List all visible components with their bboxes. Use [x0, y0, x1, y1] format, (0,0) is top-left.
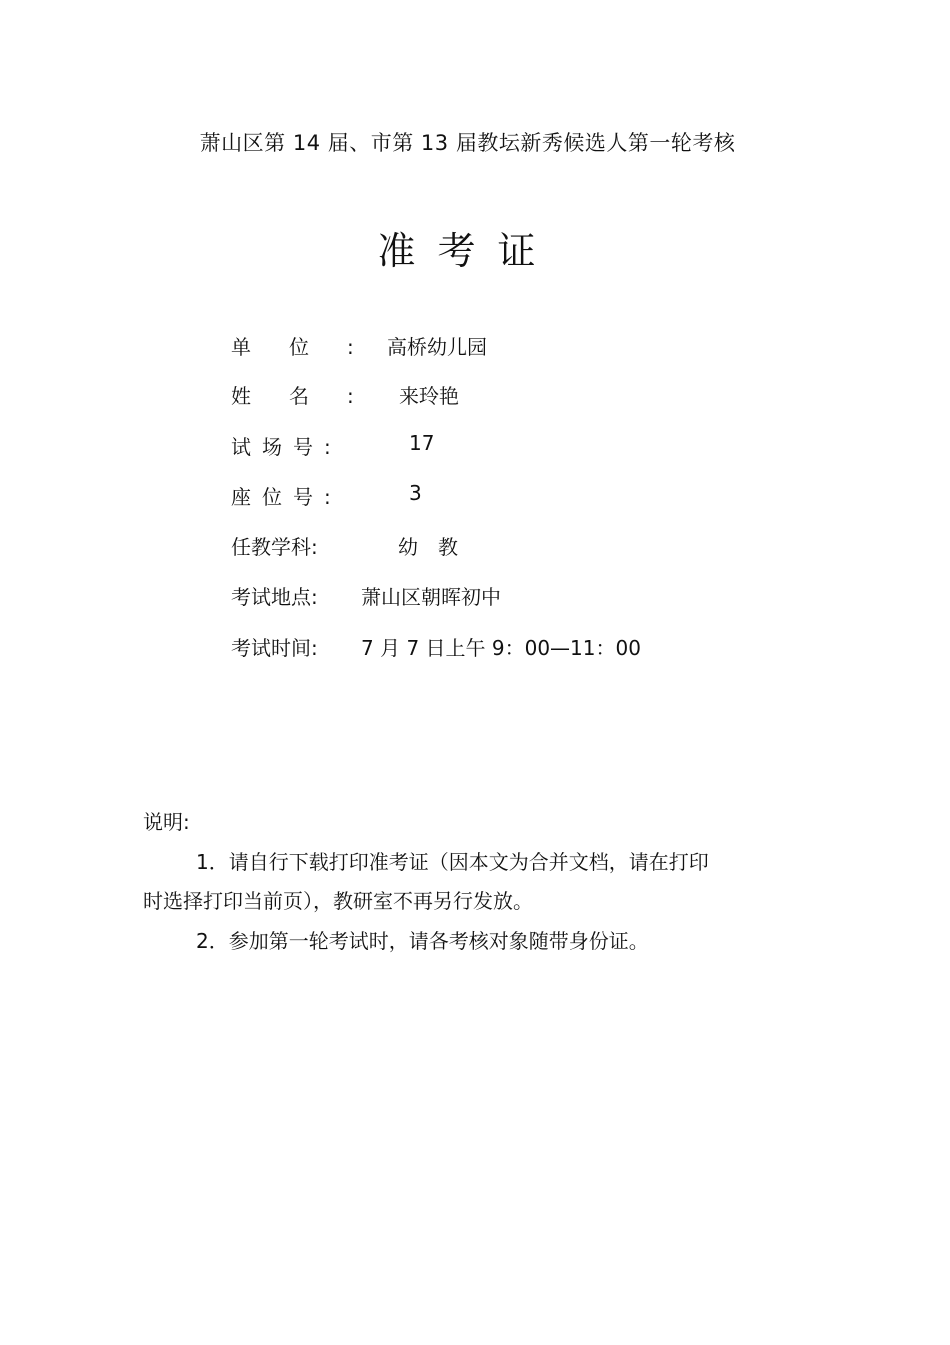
- unit-label: 单位:: [231, 335, 392, 359]
- location-value: 萧山区朝晖初中: [361, 585, 501, 609]
- exam-room-value: 17: [409, 431, 435, 455]
- notes-heading: 说明:: [143, 810, 190, 834]
- exam-time-value: 7 月 7 日上午 9：00—11：00: [361, 636, 641, 660]
- unit-value: 高桥幼儿园: [387, 335, 487, 359]
- note-1-line-2: 时选择打印当前页），教研室不再另行发放。: [143, 889, 533, 913]
- exam-subtitle: 萧山区第 14 届、市第 13 届教坛新秀候选人第一轮考核: [199, 131, 736, 155]
- note-2: 2．参加第一轮考试时，请各考核对象随带身份证。: [196, 929, 649, 953]
- location-label: 考试地点:: [231, 585, 318, 609]
- seat-label: 座位号:: [231, 485, 342, 509]
- name-value: 来玲艳: [399, 384, 459, 408]
- name-label: 姓名:: [231, 384, 392, 408]
- subject-value: 幼 教: [398, 535, 458, 559]
- exam-room-label: 试场号:: [231, 435, 342, 459]
- seat-value: 3: [409, 481, 422, 505]
- page-title: 准考证: [377, 229, 558, 273]
- subject-label: 任教学科:: [231, 535, 318, 559]
- exam-time-label: 考试时间:: [231, 636, 318, 660]
- note-1-line-1: 1．请自行下载打印准考证（因本文为合并文档，请在打印: [196, 850, 709, 874]
